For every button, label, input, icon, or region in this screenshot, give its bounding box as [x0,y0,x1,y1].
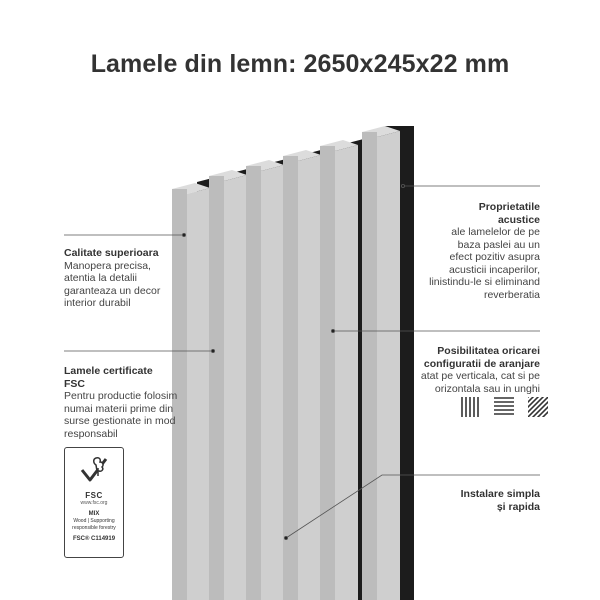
diagonal-pattern-icon [527,396,549,418]
fsc-mix: MIX [88,511,100,517]
callout-install: Instalare simpla și rapida [460,488,540,513]
callout-acoustic: Proprietatile acustice ale lamelelor de pe baza paslei au un efect pozitiv asupra acusticii incaperilor, linistindu-le si eliminand reverberatia [429,201,540,301]
slat-6 [362,126,400,600]
callout-quality: Calitate superioara Manopera precisa, atentia la detalii garanteaza un decor interior durabil [64,247,161,309]
fsc-license-number: FSC® C114919 [72,536,116,542]
callout-arrangement: Posibilitatea oricarei configuratii de aranjare atat pe verticala, cat si pe orizontala sau in unghi [420,345,540,395]
page-title: Lamele din lemn: 2650x245x22 mm [90,50,510,78]
fsc-certification-label: FSC www.fsc.org MIX Wood | Supporting responsible forestry FSC® C114919 [64,447,124,558]
slat-2 [209,170,247,600]
callout-heading: Calitate superioara [64,247,159,259]
arrangement-patterns [460,396,556,423]
slat-5 [320,140,358,600]
callout-certified: Lamele certificate FSC Pentru productie folosim numai materii prime din surse gestionate in mod responsabil [64,365,178,440]
slat-1 [172,183,210,600]
horizontal-pattern-icon [493,396,515,418]
fsc-tree-check-icon [65,454,123,491]
slat-3 [246,160,284,600]
slat-4 [283,150,321,600]
vertical-pattern-icon [460,396,482,418]
fsc-code: FSC [85,491,103,500]
fsc-website: www.fsc.org [80,500,108,506]
